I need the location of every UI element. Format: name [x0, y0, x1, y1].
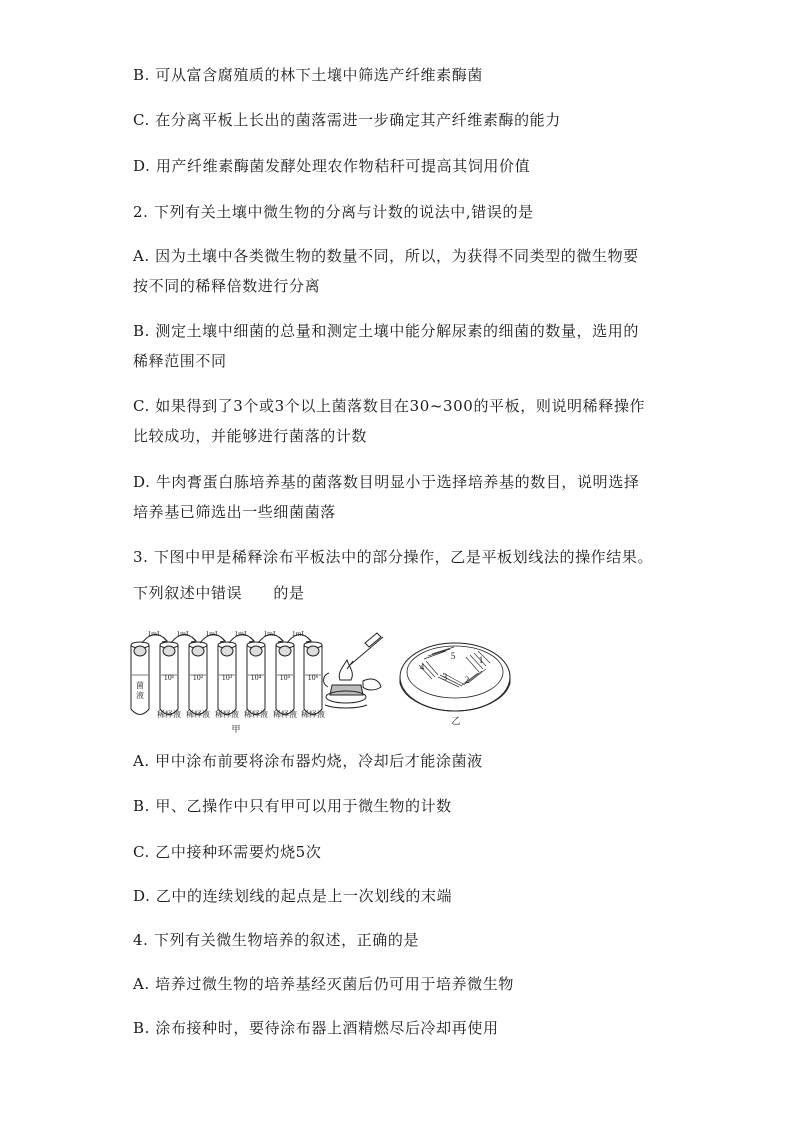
- transfer-arrow: [229, 629, 254, 643]
- tube-caption: 稀释液: [301, 710, 325, 719]
- text-line: A. 培养过微生物的培养基经灭菌后仍可用于培养微生物: [133, 975, 514, 993]
- label-jia: 甲: [231, 724, 241, 734]
- text-line: 下列叙述中错误 的是: [133, 584, 305, 602]
- text-line: D. 牛肉膏蛋白胨培养基的菌落数目明显小于选择培养基的数目，说明选择: [133, 473, 640, 491]
- tube-label: 10²: [192, 673, 204, 682]
- text-line: D. 乙中的连续划线的起点是上一次划线的末端: [133, 887, 453, 905]
- text-line: 2. 下列有关土壤中微生物的分离与计数的说法中,错误的是: [133, 203, 534, 221]
- text-line: B. 甲、乙操作中只有甲可以用于微生物的计数: [133, 797, 452, 815]
- tube-caption: 稀释液: [244, 710, 268, 719]
- transfer-label: 1mL: [291, 629, 307, 638]
- streak-number-2: 2: [464, 675, 470, 685]
- transfer-label: 1mL: [205, 629, 220, 638]
- spreader-icon: [324, 633, 383, 708]
- transfer-arrow: [287, 629, 311, 643]
- stock-tube: [131, 642, 149, 715]
- tube-caption: 稀释液: [186, 710, 210, 719]
- stock-label: 液: [136, 691, 144, 700]
- text-line: D. 用产纤维素酶菌发酵处理农作物秸秆可提高其饲用价值: [133, 157, 531, 175]
- text-line: 稀释范围不同: [133, 352, 227, 370]
- dilution-tube: [301, 642, 325, 719]
- transfer-label: 1mL: [234, 629, 249, 638]
- tube-caption: 稀释液: [215, 710, 239, 719]
- text-line: A. 甲中涂布前要将涂布器灼烧，冷却后才能涂菌液: [133, 752, 483, 770]
- text-line: B. 可从富含腐殖质的林下土壤中筛选产纤维素酶菌: [133, 66, 483, 84]
- streak-number-5: 5: [450, 651, 456, 661]
- text-line: 3. 下图中甲是稀释涂布平板法中的部分操作，乙是平板划线法的操作结果。: [133, 548, 654, 566]
- text-line: 按不同的稀释倍数进行分离: [133, 277, 321, 295]
- dilution-tube: [273, 642, 297, 719]
- tube-caption: 稀释液: [157, 710, 181, 719]
- label-yi: 乙: [451, 716, 461, 725]
- transfer-arrow: [171, 629, 196, 643]
- transfer-arrow: [142, 629, 167, 643]
- transfer-arrow: [258, 629, 283, 643]
- transfer-arrow: [200, 629, 225, 643]
- dilution-figure: [125, 625, 390, 735]
- text-line: C. 如果得到了3个或3个以上菌落数目在30~300的平板，则说明稀释操作: [133, 397, 646, 415]
- text-line: A. 因为土壤中各类微生物的数量不同，所以，为获得不同类型的微生物要: [133, 247, 639, 265]
- text-line: C. 在分离平板上长出的菌落需进一步确定其产纤维素酶的能力: [133, 111, 561, 129]
- transfer-label: 1mL: [263, 629, 278, 638]
- tube-label: 10³: [221, 673, 233, 682]
- transfer-label: 1mL: [176, 629, 191, 638]
- streak-number-1: 1: [478, 655, 484, 665]
- tube-label: 10⁴: [250, 673, 262, 682]
- text-line: B. 涂布接种时，要待涂布器上酒精燃尽后冷却再使用: [133, 1019, 499, 1037]
- text-line: 比较成功，并能够进行菌落的计数: [133, 427, 368, 445]
- streak-number-3: 3: [442, 672, 448, 682]
- transfer-label: 1mL: [147, 629, 162, 638]
- text-line: 4. 下列有关微生物培养的叙述，正确的是: [133, 931, 420, 949]
- stock-label: 菌: [136, 681, 144, 690]
- text-line: C. 乙中接种环需要灼烧5次: [133, 843, 322, 861]
- tube-label: 10¹: [163, 673, 175, 682]
- text-line: B. 测定土壤中细菌的总量和测定土壤中能分解尿素的细菌的数量，选用的: [133, 322, 639, 340]
- dilution-tube: [157, 642, 181, 719]
- tube-caption: 稀释液: [273, 710, 297, 719]
- tube-label: 10⁵: [279, 673, 291, 682]
- streak-plate-figure: [398, 633, 518, 725]
- dilution-tube: [186, 642, 210, 719]
- streak-number-4: 4: [419, 662, 425, 672]
- text-line: 培养基已筛选出一些细菌菌落: [133, 503, 336, 521]
- dilution-tube: [244, 642, 268, 719]
- dilution-tube: [215, 642, 239, 719]
- tube-label: 10⁶: [307, 673, 319, 682]
